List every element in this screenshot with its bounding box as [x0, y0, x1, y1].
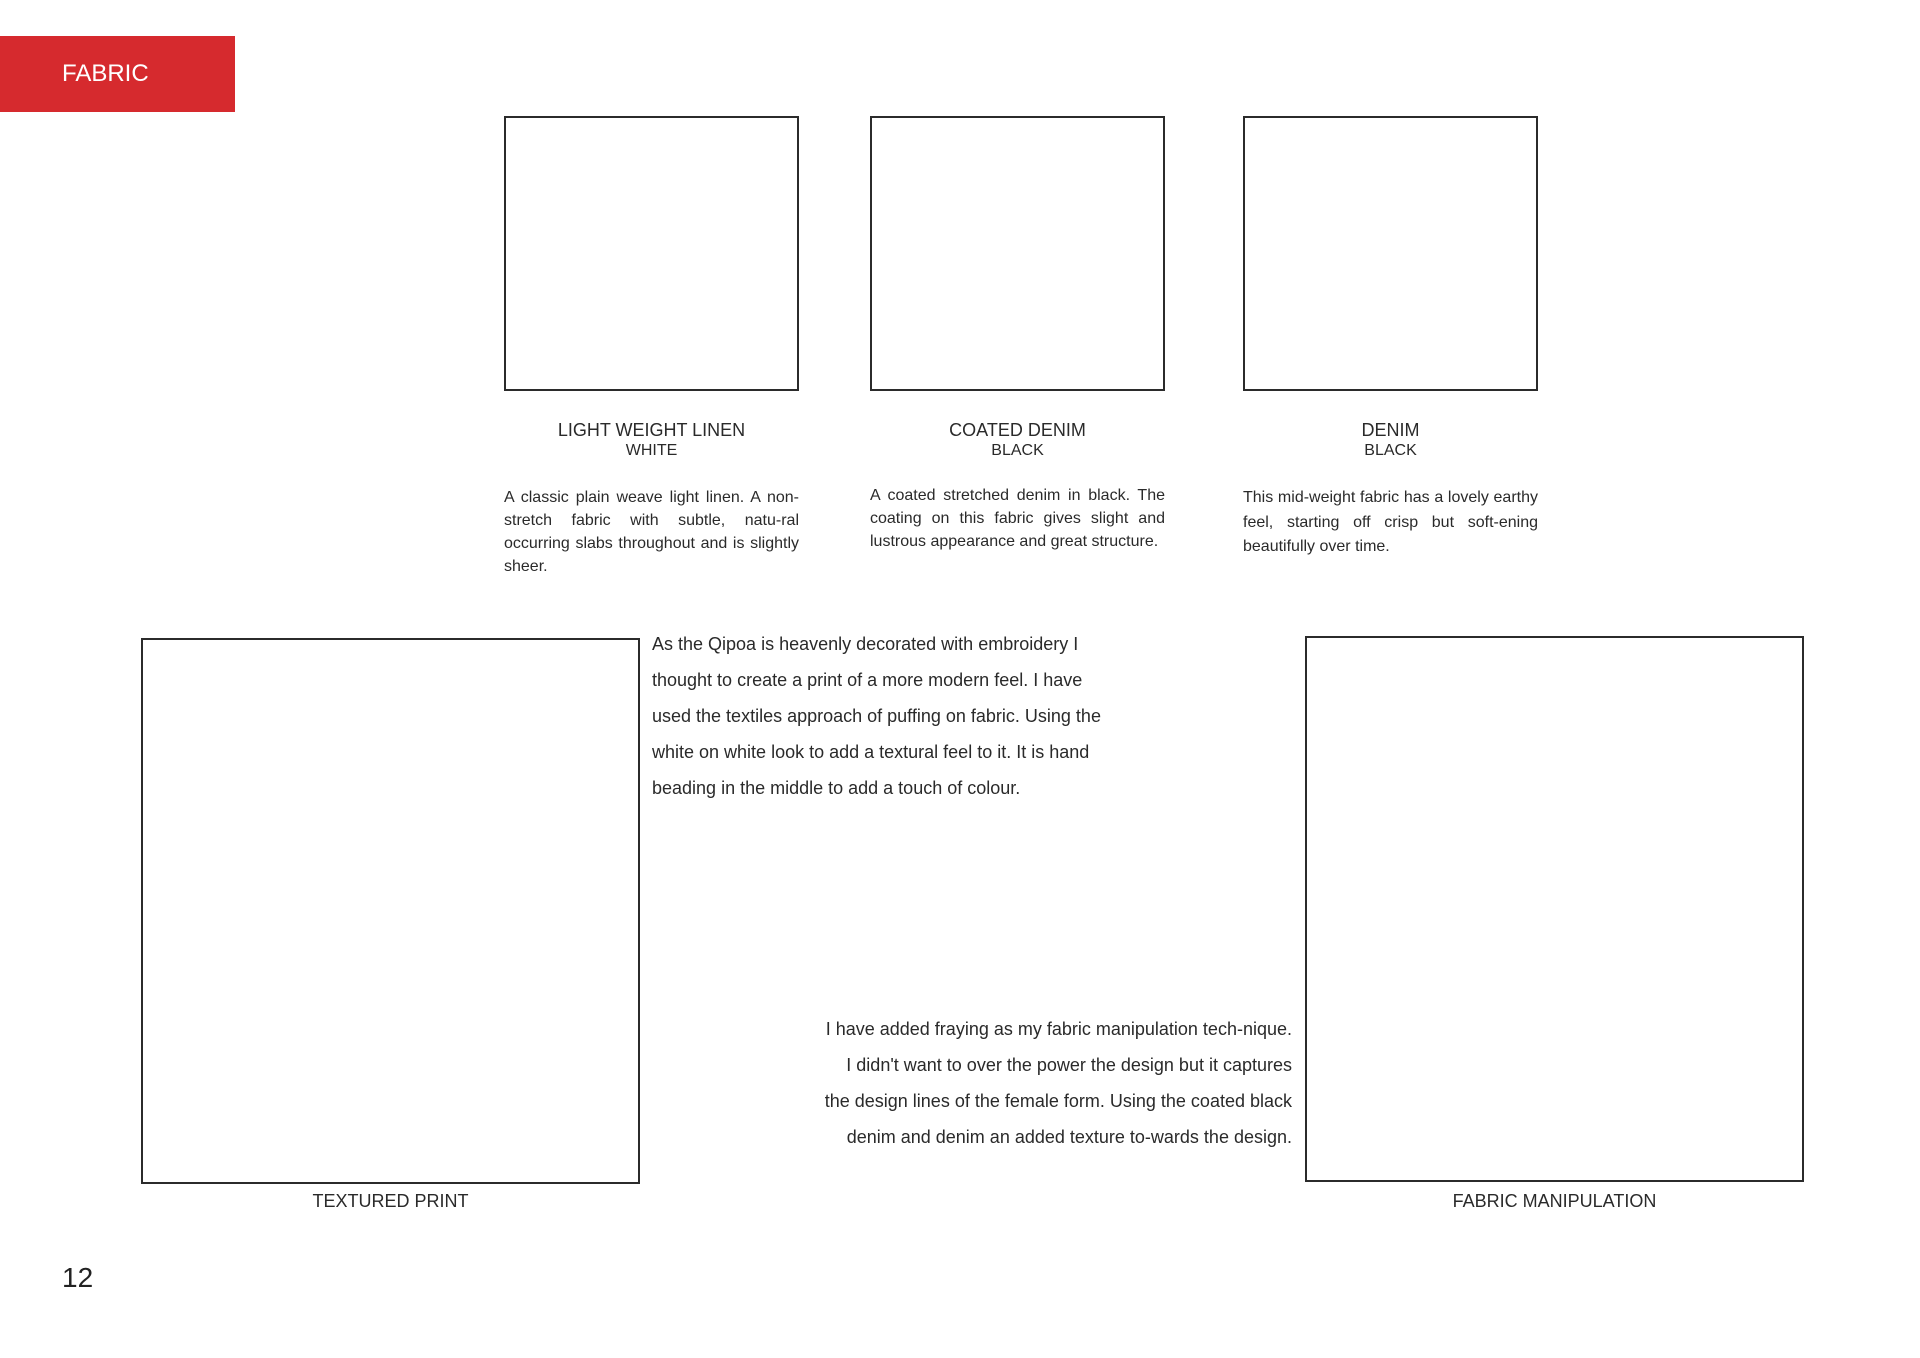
swatch-image-coated-denim — [870, 116, 1165, 391]
swatch-description-coated-denim: A coated stretched denim in black. The coating on this fabric gives slight and lustrous appearance and great structure. — [870, 487, 1165, 550]
manipulation-paragraph: I have added fraying as my fabric manipulation tech-nique. I didn't want to over the power the design but it captures the design lines of the female form. Using the coated black denim and denim an added texture to-wards the design. — [824, 1019, 1292, 1147]
swatch-color-linen: WHITE — [625, 442, 678, 459]
fabric-manipulation-image — [1305, 636, 1804, 1182]
swatch-color-denim: BLACK — [1364, 442, 1417, 459]
swatch-image-linen — [504, 116, 799, 391]
swatch-image-denim — [1243, 116, 1538, 391]
section-tag: FABRIC — [0, 36, 235, 112]
swatch-description-denim: This mid-weight fabric has a lovely earthy feel, starting off crisp but soft-ening beautifully over time. — [1243, 489, 1538, 555]
swatch-description-linen: A classic plain weave light linen. A non-stretch fabric with subtle, natu-ral occurring slabs throughout and is slightly sheer. — [504, 489, 799, 575]
swatch-color-coated-denim: BLACK — [991, 442, 1044, 459]
swatch-title-linen: LIGHT WEIGHT LINEN — [557, 420, 746, 440]
swatch-title-denim: DENIM — [1361, 420, 1420, 440]
print-paragraph: As the Qipoa is heavenly decorated with embroidery I thought to create a print of a more modern feel. I have used the textiles approach of puffing on fabric. Using the white on white look to add a textural feel to it. It is hand beading in the middle to add a touch of colour. — [652, 634, 1101, 798]
textured-print-image — [141, 638, 640, 1184]
textured-print-caption: TEXTURED PRINT — [312, 1191, 469, 1211]
page-number: 12 — [62, 1262, 94, 1293]
swatch-title-coated-denim: COATED DENIM — [949, 420, 1086, 440]
fabric-manipulation-caption: FABRIC MANIPULATION — [1452, 1191, 1657, 1211]
